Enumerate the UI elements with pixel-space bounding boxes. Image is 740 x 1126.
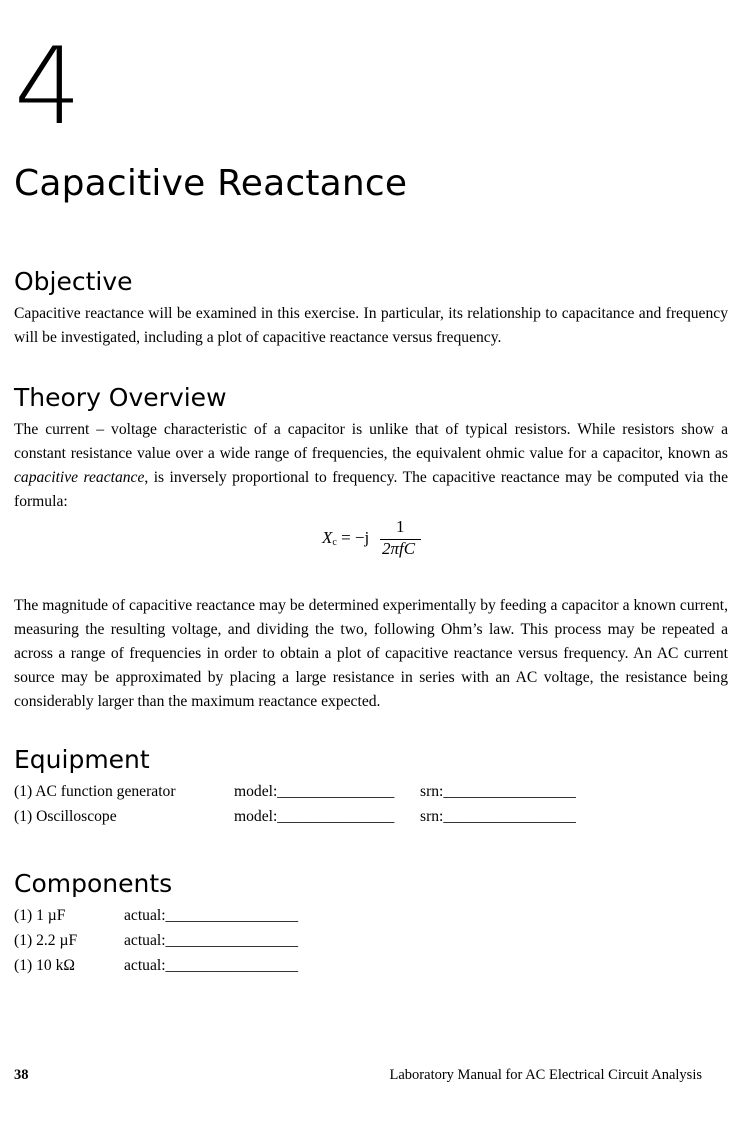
book-title: Laboratory Manual for AC Electrical Circuit Analysis bbox=[389, 1067, 702, 1083]
theory-text-after: , is inversely proportional to frequency. The capacitive reactance may be computed via the formula: bbox=[14, 469, 728, 510]
equipment-srn-field: srn:_________________ bbox=[420, 783, 576, 800]
page-number: 38 bbox=[14, 1067, 29, 1083]
formula-numerator: 1 bbox=[396, 517, 405, 536]
theory-paragraph-1 bbox=[14, 418, 728, 514]
component-actual-field: actual:_________________ bbox=[124, 957, 299, 974]
chapter-title: Capacitive Reactance bbox=[14, 163, 408, 204]
theory-text-before: The current – voltage characteristic of a capacitor is unlike that of typical resistors. While resistors show a constant resistance value over a wide range of frequencies, the equivalent ohmic value for a capacitor, known as bbox=[14, 421, 728, 462]
equipment-srn-field: srn:_________________ bbox=[420, 808, 576, 825]
formula-symbol: X bbox=[322, 528, 333, 547]
components-heading: Components bbox=[14, 869, 173, 898]
formula-lhs bbox=[322, 528, 369, 548]
formula-equals: = −j bbox=[336, 528, 370, 547]
formula-subscript: c bbox=[332, 537, 337, 548]
component-name: (1) 10 kΩ bbox=[14, 957, 75, 974]
component-name: (1) 1 µF bbox=[14, 907, 66, 924]
objective-paragraph: Capacitive reactance will be examined in this exercise. In particular, its relationship to capacitance and frequency will be investigated, including a plot of capacitive reactance versus frequency. bbox=[14, 305, 728, 346]
theory-paragraph-2: The magnitude of capacitive reactance may be determined experimentally by feeding a capacitor a known current, measuring the resulting voltage, and dividing the two, following Ohm’s law. This process may be repeated a across a range of frequencies in order to obtain a plot of capacitive reactance versus frequency. An AC current source may be approximated by placing a large resistance in series with an AC voltage, the resistance being considerably larger than the maximum reactance expected. bbox=[14, 597, 728, 710]
chapter-number: 4 bbox=[14, 25, 80, 148]
equipment-heading: Equipment bbox=[14, 745, 150, 774]
component-actual-field: actual:_________________ bbox=[124, 907, 299, 924]
component-name: (1) 2.2 µF bbox=[14, 932, 78, 949]
component-actual-field: actual:_________________ bbox=[124, 932, 299, 949]
equipment-name: (1) AC function generator bbox=[14, 783, 176, 800]
reactance-formula bbox=[322, 518, 442, 568]
objective-heading: Objective bbox=[14, 267, 133, 296]
equipment-name: (1) Oscilloscope bbox=[14, 808, 117, 825]
capacitive-reactance-term: capacitive reactance bbox=[14, 469, 145, 486]
equipment-model-field: model:_______________ bbox=[234, 808, 395, 825]
formula-denominator: 2πfC bbox=[382, 539, 416, 558]
theory-heading: Theory Overview bbox=[14, 383, 227, 412]
equipment-model-field: model:_______________ bbox=[234, 783, 395, 800]
